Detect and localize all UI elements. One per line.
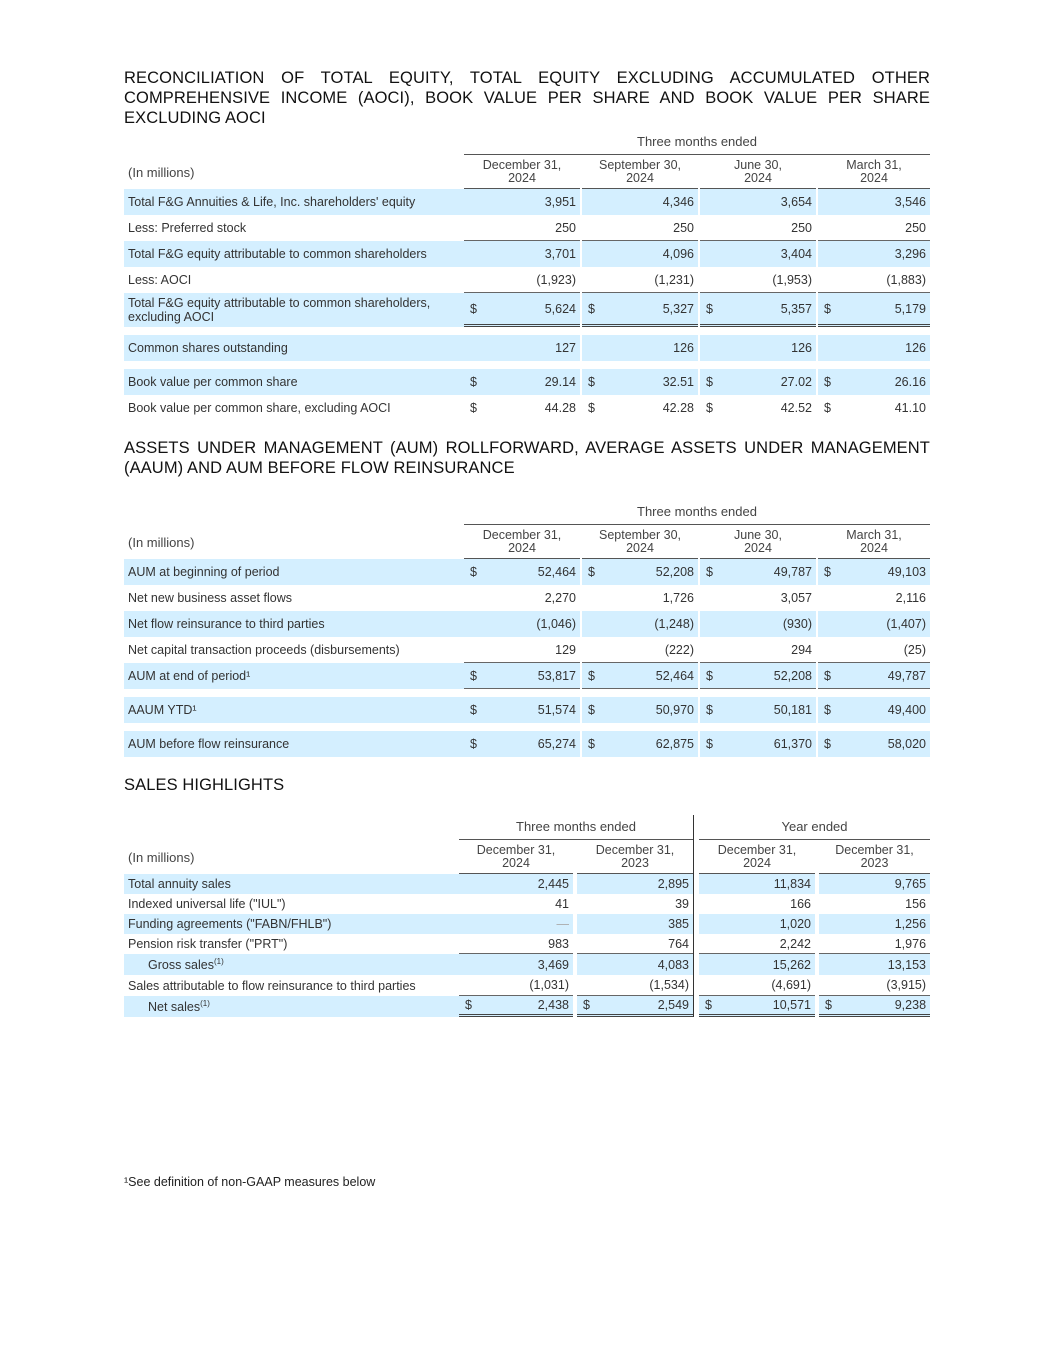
sales-cell: 11,834	[699, 874, 815, 894]
currency-symbol: $	[824, 375, 831, 389]
equity-col-header: September 30, 2024	[582, 155, 698, 189]
equity-cell: 126	[582, 335, 698, 361]
sales-row	[124, 894, 930, 914]
sales-cell: (1,031)	[459, 975, 573, 996]
currency-symbol: $	[588, 565, 595, 579]
equity-cell: 4,346	[582, 189, 698, 215]
currency-symbol: $	[470, 375, 477, 389]
equity-cell: $ 26.16	[818, 369, 930, 395]
aum-row	[124, 663, 930, 689]
sales-cell: (4,691)	[699, 975, 815, 996]
equity-row-label: Total F&G Annuities & Life, Inc. shareholders' equity	[124, 189, 464, 215]
aum-cell: (1,248)	[582, 611, 698, 637]
sales-cell: 2,242	[699, 934, 815, 954]
currency-symbol: $	[706, 668, 713, 683]
aum-cell: $ 52,208	[582, 559, 698, 585]
equity-row	[124, 215, 930, 241]
equity-row-label: Less: AOCI	[128, 273, 192, 287]
aum-row	[124, 611, 930, 637]
equity-row	[124, 293, 930, 327]
aum-row-label: AUM at beginning of period	[124, 559, 464, 585]
equity-row	[124, 335, 930, 361]
equity-row-label: Book value per common share	[124, 369, 464, 395]
equity-cell: 126	[700, 335, 816, 361]
equity-row-label: Total F&G equity attributable to common shareholders	[124, 241, 464, 267]
sales-row	[124, 975, 930, 996]
equity-row	[124, 395, 930, 421]
equity-cell: 3,654	[700, 189, 816, 215]
sales-col-header: December 31, 2023	[819, 840, 930, 874]
currency-symbol: $	[705, 998, 712, 1012]
sales-cell: 3,469	[459, 954, 573, 975]
equity-row	[124, 267, 930, 293]
aum-section-title: ASSETS UNDER MANAGEMENT (AUM) ROLLFORWARD, AVERAGE ASSETS UNDER MANAGEMENT (AAUM) AND AUM BEFORE FLOW REINSURANCE	[124, 439, 930, 477]
currency-symbol: $	[470, 668, 477, 683]
aum-col-header: September 30, 2024	[582, 525, 698, 559]
sales-cell: 166	[790, 897, 811, 911]
equity-cell: 250	[464, 215, 580, 241]
aum-cell: 2,116	[895, 591, 926, 605]
equity-units-label: (In millions)	[128, 164, 195, 180]
equity-cell: 3,296	[818, 241, 930, 267]
sales-col-header: December 31, 2023	[577, 840, 693, 874]
currency-symbol: $	[824, 565, 831, 579]
sales-cell: $ 2,549	[577, 996, 693, 1017]
currency-symbol: $	[824, 301, 831, 316]
sales-cell: 385	[577, 914, 693, 934]
equity-cell: $ 5,624	[464, 293, 580, 327]
currency-symbol: $	[706, 703, 713, 717]
equity-group-header: Three months ended	[464, 130, 930, 155]
equity-cell: 3,404	[700, 241, 816, 267]
currency-symbol: $	[588, 703, 595, 717]
equity-cell: 250	[818, 215, 930, 241]
currency-symbol: $	[465, 998, 472, 1012]
equity-row	[124, 369, 930, 395]
equity-row-label: Book value per common share, excluding AOCI	[128, 401, 391, 415]
currency-symbol: $	[588, 301, 595, 316]
equity-cell: $ 5,179	[818, 293, 930, 327]
aum-row-label: Net flow reinsurance to third parties	[124, 611, 464, 637]
sales-cell: 39	[675, 897, 689, 911]
aum-cell: $ 52,208	[700, 663, 816, 689]
sales-cell: $ 2,438	[459, 996, 573, 1017]
currency-symbol: $	[824, 703, 831, 717]
equity-row-label: Less: Preferred stock	[128, 221, 247, 235]
aum-cell: 129	[464, 637, 580, 663]
sales-section-title: SALES HIGHLIGHTS	[124, 776, 285, 794]
aum-cell: $ 52,464	[464, 559, 580, 585]
equity-cell: 126	[818, 335, 930, 361]
currency-symbol: $	[588, 668, 595, 683]
sales-cell: 983	[459, 934, 573, 954]
aum-cell: $ 62,875	[582, 731, 698, 757]
aum-cell: $ 51,574	[464, 697, 580, 723]
footnote: ¹See definition of non-GAAP measures below	[124, 1175, 376, 1189]
currency-symbol: $	[824, 737, 831, 751]
aum-cell: 294	[700, 637, 816, 663]
equity-cell: 3,951	[464, 189, 580, 215]
sales-cell: 15,262	[699, 954, 815, 975]
equity-cell: (1,883)	[818, 267, 930, 293]
currency-symbol: $	[825, 998, 832, 1012]
aum-cell: (222)	[582, 637, 698, 663]
equity-table	[124, 130, 930, 421]
currency-symbol: $	[824, 668, 831, 683]
currency-symbol: $	[470, 565, 477, 579]
currency-symbol: $	[470, 703, 477, 717]
equity-section-title: RECONCILIATION OF TOTAL EQUITY, TOTAL EQUITY EXCLUDING ACCUMULATED OTHER COMPREHENSIVE INCOME (AOCI), BOOK VALUE PER SHARE AND BOOK VALUE PER SHARE EXCLUDING AOCI	[124, 69, 930, 127]
equity-cell: $ 27.02	[700, 369, 816, 395]
sales-cell: 13,153	[819, 954, 930, 975]
sales-cell: 1,976	[819, 934, 930, 954]
currency-symbol: $	[583, 998, 590, 1012]
aum-row	[124, 697, 930, 723]
sales-row-label: Net sales$^{(1)}$	[124, 996, 459, 1017]
aum-table	[124, 500, 930, 757]
currency-symbol: $	[706, 737, 713, 751]
equity-cell: 127	[464, 335, 580, 361]
equity-cell: 3,701	[464, 241, 580, 267]
sales-cell: 1,256	[819, 914, 930, 934]
sales-row-label: Indexed universal life ("IUL")	[128, 897, 286, 911]
aum-cell: $ 52,464	[582, 663, 698, 689]
equity-cell: $ 44.28	[470, 401, 576, 415]
aum-cell: $ 49,103	[818, 559, 930, 585]
aum-col-header: March 31, 2024	[818, 525, 930, 559]
sales-row	[124, 914, 930, 934]
sales-cell: 2,445	[459, 874, 573, 894]
equity-cell: (1,231)	[582, 267, 698, 293]
sales-cell: (3,915)	[819, 975, 930, 996]
aum-cell: $ 65,274	[464, 731, 580, 757]
aum-units-label: (In millions)	[128, 534, 195, 550]
sales-group-header-right: Year ended	[699, 815, 930, 840]
aum-cell: $ 49,787	[700, 559, 816, 585]
equity-cell: $ 41.10	[824, 401, 926, 415]
sales-cell: 764	[577, 934, 693, 954]
sales-row-label: Pension risk transfer ("PRT")	[128, 937, 288, 951]
sales-cell: $ 10,571	[699, 996, 815, 1017]
aum-cell: (930)	[700, 611, 816, 637]
aum-cell: $ 58,020	[818, 731, 930, 757]
currency-symbol: $	[706, 375, 713, 389]
currency-symbol: $	[706, 401, 713, 415]
equity-cell: 250	[582, 215, 698, 241]
sales-col-header: December 31, 2024	[699, 840, 815, 874]
aum-row-label: AUM before flow reinsurance	[124, 731, 464, 757]
sales-cell: 156	[905, 897, 927, 911]
aum-cell: $ 49,787	[818, 663, 930, 689]
aum-cell: $ 50,181	[700, 697, 816, 723]
aum-cell: $ 53,817	[464, 663, 580, 689]
aum-cell: (1,407)	[818, 611, 930, 637]
aum-cell: 2,270	[544, 591, 576, 605]
equity-row-label: Common shares outstanding	[124, 335, 464, 361]
sales-row	[124, 996, 930, 1017]
sales-cell: 4,083	[577, 954, 693, 975]
currency-symbol: $	[588, 401, 595, 415]
aum-row-label: Net capital transaction proceeds (disbursements)	[128, 643, 400, 657]
sales-row-label: Funding agreements ("FABN/FHLB")	[124, 914, 459, 934]
equity-cell: $ 42.28	[588, 401, 694, 415]
currency-symbol: $	[588, 737, 595, 751]
sales-table	[124, 815, 930, 1017]
sales-cell: 1,020	[699, 914, 815, 934]
currency-symbol: $	[470, 301, 477, 316]
sales-cell: —	[459, 914, 573, 934]
aum-group-header: Three months ended	[464, 500, 930, 525]
equity-col-header: March 31, 2024	[818, 155, 930, 189]
sales-group-header-left: Three months ended	[459, 815, 693, 840]
sales-cell: $ 9,238	[819, 996, 930, 1017]
sales-cell: (1,534)	[577, 975, 693, 996]
equity-cell: $ 29.14	[464, 369, 580, 395]
currency-symbol: $	[706, 301, 713, 316]
equity-row	[124, 241, 930, 267]
aum-cell: (1,046)	[464, 611, 580, 637]
currency-symbol: $	[470, 737, 477, 751]
currency-symbol: $	[824, 401, 831, 415]
sales-row	[124, 874, 930, 894]
sales-units-label: (In millions)	[128, 849, 195, 865]
equity-cell: (1,923)	[464, 267, 580, 293]
aum-cell: $ 61,370	[700, 731, 816, 757]
equity-row-label: Total F&G equity attributable to common shareholders, excluding AOCI	[124, 293, 464, 327]
equity-cell: 250	[700, 215, 816, 241]
aum-cell: 1,726	[662, 591, 694, 605]
aum-row	[124, 585, 930, 611]
aum-row-label: AUM at end of period¹	[124, 663, 464, 689]
currency-symbol: $	[588, 375, 595, 389]
sales-cell: 41	[555, 897, 569, 911]
currency-symbol: $	[706, 565, 713, 579]
equity-row	[124, 189, 930, 215]
equity-cell: $ 5,327	[582, 293, 698, 327]
sales-row	[124, 954, 930, 975]
sales-row-label: Total annuity sales	[124, 874, 459, 894]
sales-col-header: December 31, 2024	[459, 840, 573, 874]
currency-symbol: $	[470, 401, 477, 415]
aum-row	[124, 559, 930, 585]
aum-col-header: December 31, 2024	[464, 525, 580, 559]
sales-row-label: Gross sales$^{(1)}$	[124, 954, 459, 975]
aum-cell: $ 50,970	[582, 697, 698, 723]
equity-cell: 3,546	[818, 189, 930, 215]
equity-cell: (1,953)	[700, 267, 816, 293]
equity-cell: $ 5,357	[700, 293, 816, 327]
sales-row-label: Sales attributable to flow reinsurance to third parties	[128, 978, 416, 993]
equity-col-header: June 30, 2024	[700, 155, 816, 189]
aum-row	[124, 731, 930, 757]
equity-cell: 4,096	[582, 241, 698, 267]
equity-cell: $ 32.51	[582, 369, 698, 395]
aum-cell: $ 49,400	[818, 697, 930, 723]
aum-cell: 3,057	[780, 591, 812, 605]
sales-cell: 9,765	[819, 874, 930, 894]
aum-col-header: June 30, 2024	[700, 525, 816, 559]
sales-row	[124, 934, 930, 954]
sales-cell: 2,895	[577, 874, 693, 894]
equity-col-header: December 31, 2024	[464, 155, 580, 189]
aum-row-label: Net new business asset flows	[128, 591, 292, 605]
aum-row	[124, 637, 930, 663]
equity-cell: $ 42.52	[706, 401, 812, 415]
aum-cell: (25)	[818, 637, 930, 663]
aum-row-label: AAUM YTD¹	[124, 697, 464, 723]
